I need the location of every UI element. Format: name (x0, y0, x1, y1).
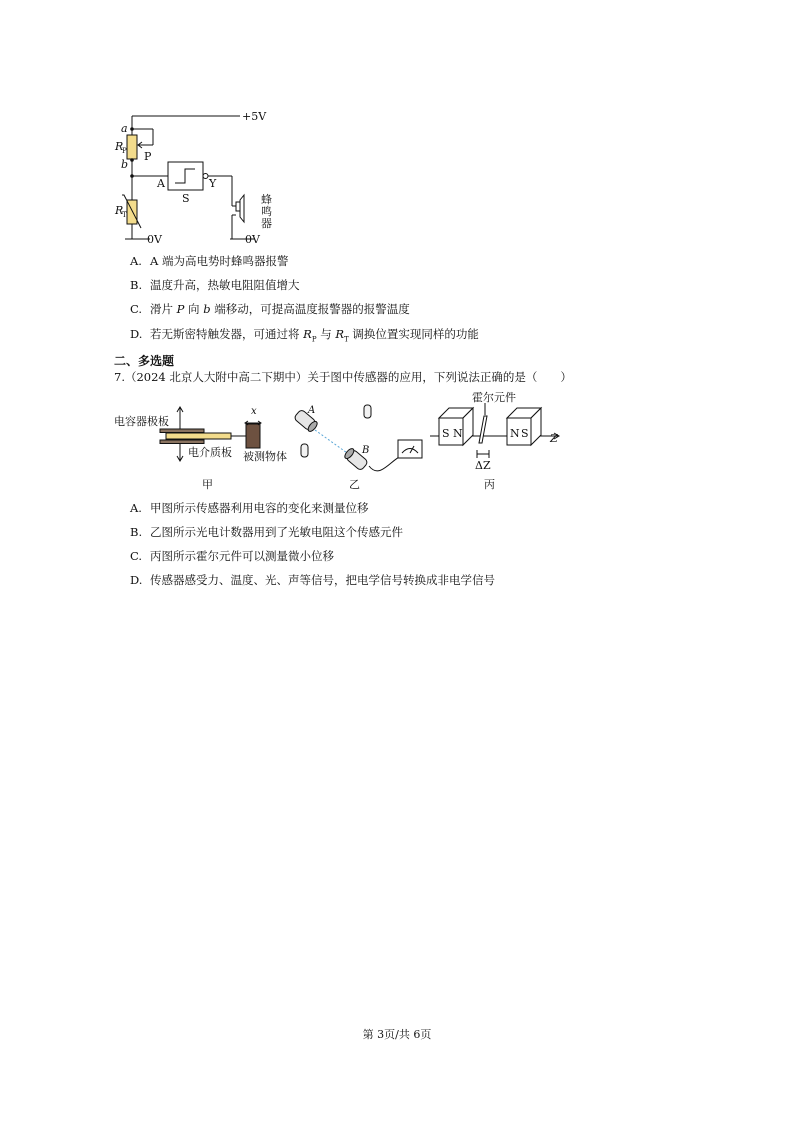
section-title: 二、多选题 (114, 354, 175, 368)
buzzer-char-1: 蜂 (261, 193, 272, 206)
q6-option-d: D. 若无斯密特触发器，可通过将 $R_P$ 与 $R_T$ 调换位置实现同样的功能 (130, 327, 479, 344)
figure-bing-hall-sensor (425, 388, 600, 495)
point-b-label: B (362, 445, 370, 456)
figure-yi-photo-counter (285, 400, 435, 495)
q7-option-a: A. 甲图所示传感器利用电容的变化来测量位移 (130, 501, 369, 515)
q7-option-b: B. 乙图所示光电计数器用到了光敏电阻这个传感元件 (130, 525, 403, 539)
q7-option-d: D. 传感器感受力、温度、光、声等信号，把电学信号转换成非电学信号 (130, 573, 495, 587)
rt-subscript: T (122, 211, 127, 219)
buzzer-char-2: 鸣 (261, 205, 272, 218)
magnet2-n: N (510, 427, 520, 440)
supply-label: +5V (242, 110, 267, 123)
figure-jia-capacitor-sensor (108, 400, 308, 495)
dielectric-label: 电介质板 (188, 446, 232, 459)
hall-label: 霍尔元件 (472, 391, 516, 404)
object-label: 被测物体 (243, 450, 287, 463)
q6-option-c: C. 滑片 P 向 b 端移动，可提高温度报警器的报警温度 (130, 302, 410, 316)
q6-option-b: B. 温度升高，热敏电阻阻值增大 (130, 278, 300, 292)
q7-option-c: C. 丙图所示霍尔元件可以测量微小位移 (130, 549, 334, 563)
magnet1-n: N (453, 427, 463, 440)
node-a-label: a (121, 122, 128, 135)
caption-bing: 丙 (484, 478, 495, 491)
question-7-stem: 7.（2024 北京人大附中高二下期中）关于图中传感器的应用，下列说法正确的是（ ） (114, 370, 572, 384)
rt-label: R (115, 204, 124, 217)
alarm-circuit-diagram (105, 105, 305, 250)
caption-jia: 甲 (202, 478, 213, 491)
q6-option-a: A. A 端为高电势时蜂鸣器报警 (130, 254, 289, 268)
input-a-label: A (157, 177, 165, 190)
rp-label: R (115, 140, 124, 153)
slider-label: P (144, 150, 152, 163)
x-label: x (251, 406, 257, 417)
ground-right-label: 0V (245, 233, 260, 246)
magnet2-s: S (521, 427, 529, 440)
node-b-label: b (121, 158, 129, 171)
buzzer-char-3: 器 (261, 217, 272, 230)
page-footer: 第 3页/共 6页 (362, 1028, 432, 1041)
point-a-label: A (308, 405, 316, 416)
trigger-s-label: S (182, 192, 190, 205)
delta-z-label: ΔZ (475, 459, 491, 472)
ground-left-label: 0V (147, 233, 162, 246)
output-y-label: Y (209, 177, 217, 190)
magnet1-s: S (442, 427, 450, 440)
caption-yi: 乙 (349, 478, 360, 491)
rp-subscript: P (122, 147, 127, 155)
plate-label: 电容器极板 (114, 415, 169, 428)
z-axis-label: Z (550, 432, 558, 445)
